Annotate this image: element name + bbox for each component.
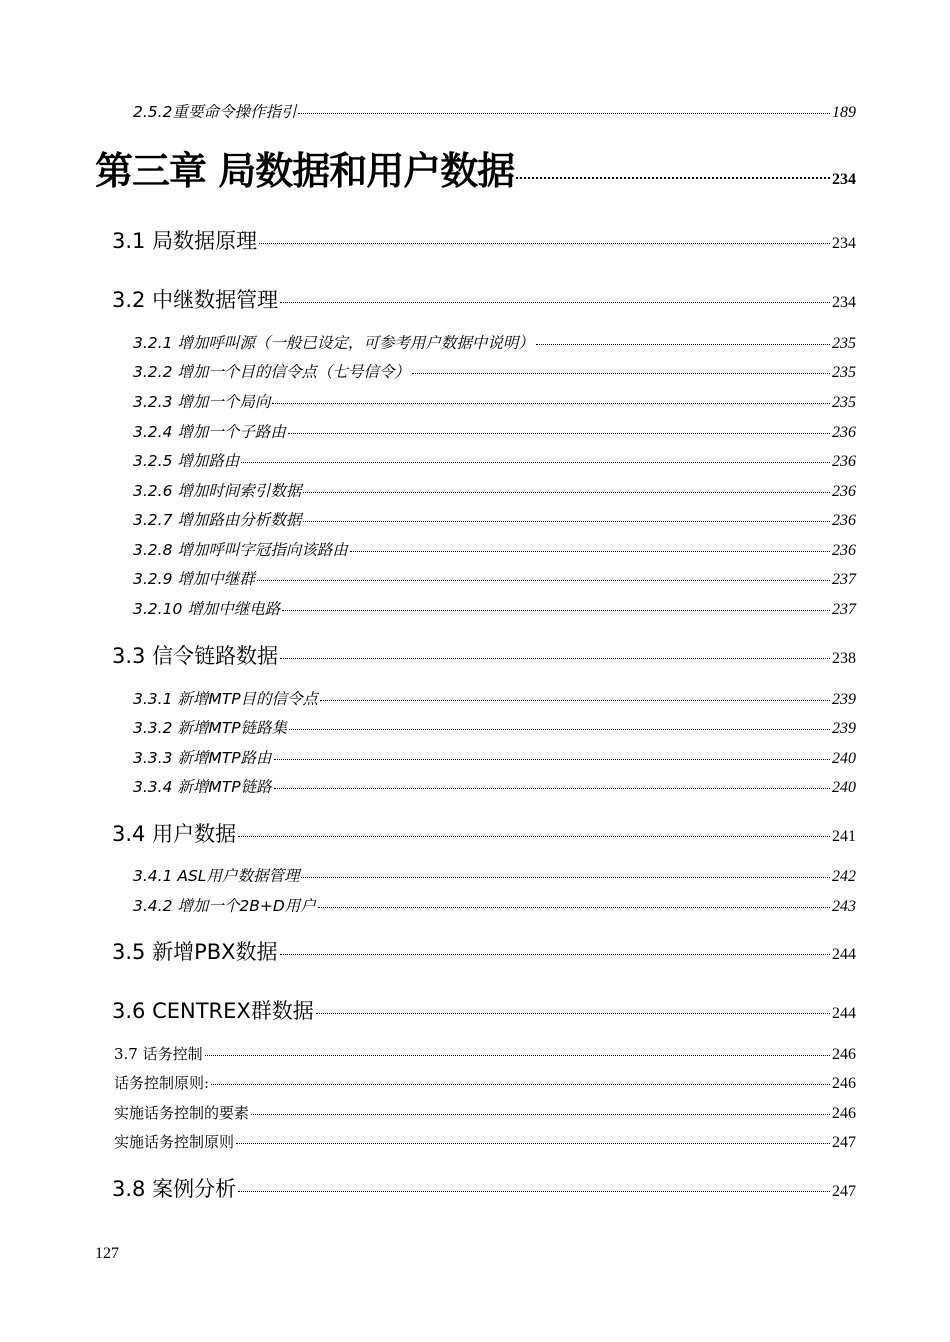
toc-subsection[interactable]: [133, 894, 856, 916]
toc-entry[interactable]: [114, 1131, 856, 1152]
toc-entry-page: 241: [832, 828, 856, 845]
toc-entry-label: 3.2.4 增加一个子路由: [133, 423, 286, 441]
dot-leader: [288, 433, 830, 434]
dot-leader: [274, 759, 830, 760]
toc-entry-label: 3.3 信令链路数据: [112, 644, 279, 668]
toc-entry-label: 3.2.6 增加时间索引数据: [133, 482, 302, 500]
toc-entry[interactable]: [114, 1043, 856, 1064]
toc-entry-page: 235: [832, 335, 856, 352]
dot-leader: [303, 521, 830, 522]
toc-entry-page: 247: [832, 1134, 856, 1151]
dot-leader: [238, 1191, 830, 1192]
toc-entry-page: 236: [832, 424, 856, 441]
toc-entry[interactable]: [114, 1072, 856, 1093]
toc-entry-page: 242: [832, 868, 856, 885]
toc-entry-label: 3.2.7 增加路由分析数据: [133, 511, 302, 529]
toc-entry-page: 236: [832, 483, 856, 500]
toc-entry-label: 3.2.10 增加中继电路: [133, 600, 281, 618]
toc-subsection[interactable]: [133, 479, 856, 501]
toc-entry-label: 3.2.3 增加一个局向: [133, 393, 271, 411]
dot-leader: [259, 243, 830, 244]
toc-entry-label: 3.4 用户数据: [112, 822, 237, 846]
toc-subsection[interactable]: [133, 538, 856, 560]
toc-subsection[interactable]: [133, 449, 856, 471]
toc-entry-label: 3.2 中继数据管理: [112, 288, 279, 312]
toc-subsection[interactable]: [133, 864, 856, 886]
toc-entry-page: 238: [832, 650, 856, 667]
toc-section[interactable]: [112, 284, 856, 314]
toc-entry-page: 240: [832, 779, 856, 796]
toc-entry[interactable]: [133, 100, 856, 122]
dot-leader: [274, 788, 830, 789]
toc-entry-label: 2.5.2重要命令操作指引: [133, 103, 297, 121]
toc-entry-label: 3.4.2 增加一个2B+D用户: [133, 897, 316, 915]
dot-leader: [205, 1055, 830, 1056]
toc-entry-page: 234: [832, 171, 856, 188]
toc-entry-page: 244: [832, 1005, 856, 1022]
dot-leader: [280, 302, 830, 303]
toc-entry-page: 247: [832, 1183, 856, 1200]
dot-leader: [516, 177, 830, 179]
toc-subsection[interactable]: [133, 687, 856, 709]
toc-section[interactable]: [112, 225, 856, 255]
toc-entry-label: 3.7 话务控制: [114, 1045, 203, 1063]
dot-leader: [280, 658, 830, 659]
toc-entry-label: 3.3.3 新增MTP路由: [133, 749, 272, 767]
toc-entry-page: 237: [832, 571, 856, 588]
toc-section[interactable]: [112, 818, 856, 848]
toc-entry-page: 236: [832, 512, 856, 529]
toc-subsection[interactable]: [133, 775, 856, 797]
toc-entry-label: 3.3.1 新增MTP目的信令点: [133, 690, 319, 708]
toc-entry-page: 243: [832, 898, 856, 915]
toc-entry-page: 246: [832, 1046, 856, 1063]
dot-leader: [301, 877, 830, 878]
toc-entry-label: 实施话务控制的要素: [114, 1104, 250, 1122]
page-number: 127: [95, 1245, 119, 1262]
dot-leader: [320, 700, 830, 701]
toc-entry-page: 234: [832, 294, 856, 311]
dot-leader: [241, 462, 830, 463]
dot-leader: [257, 580, 830, 581]
dot-leader: [272, 403, 830, 404]
toc-subsection[interactable]: [133, 390, 856, 412]
toc-entry-label: 3.2.1 增加呼叫源（一般已设定，可参考用户数据中说明）: [133, 334, 534, 352]
dot-leader: [282, 610, 830, 611]
toc-section[interactable]: [112, 640, 856, 670]
toc-entry-page: 235: [832, 364, 856, 381]
toc-entry-label: 3.2.8 增加呼叫字冠指向该路由: [133, 541, 348, 559]
toc-subsection[interactable]: [133, 746, 856, 768]
toc-chapter-heading[interactable]: [95, 140, 856, 195]
dot-leader: [238, 836, 830, 837]
toc-entry-page: 189: [832, 104, 856, 121]
dot-leader: [536, 344, 830, 345]
toc-entry-page: 246: [832, 1105, 856, 1122]
toc-entry-page: 239: [832, 691, 856, 708]
toc-subsection[interactable]: [133, 508, 856, 530]
toc-subsection[interactable]: [133, 420, 856, 442]
toc-entry-label: 第三章 局数据和用户数据: [95, 149, 515, 193]
dot-leader: [412, 373, 830, 374]
toc-entry-page: 234: [832, 235, 856, 252]
toc-subsection[interactable]: [133, 567, 856, 589]
dot-leader: [251, 1114, 830, 1115]
dot-leader: [211, 1084, 830, 1085]
toc-entry-label: 实施话务控制原则: [114, 1133, 235, 1151]
toc-entry-label: 3.2.9 增加中继群: [133, 570, 255, 588]
dot-leader: [280, 954, 830, 955]
toc-entry-label: 3.6 CENTREX群数据: [112, 999, 314, 1023]
dot-leader: [303, 492, 830, 493]
dot-leader: [298, 113, 830, 114]
toc-entry-label: 3.4.1 ASL用户数据管理: [133, 867, 300, 885]
toc-section[interactable]: [112, 936, 856, 966]
toc-entry-label: 3.2.2 增加一个目的信令点（七号信令）: [133, 363, 410, 381]
toc-entry-page: 246: [832, 1075, 856, 1092]
dot-leader: [236, 1143, 830, 1144]
toc-entry-label: 3.5 新增PBX数据: [112, 940, 278, 964]
toc-section[interactable]: [112, 1173, 856, 1203]
toc-entry-page: 237: [832, 601, 856, 618]
toc-entry-label: 3.3.4 新增MTP链路: [133, 778, 272, 796]
toc-subsection[interactable]: [133, 716, 856, 738]
toc-entry[interactable]: [114, 1102, 856, 1123]
toc-entry-label: 3.2.5 增加路由: [133, 452, 240, 470]
toc-section[interactable]: [112, 995, 856, 1025]
dot-leader: [316, 1013, 830, 1014]
toc-entry-page: 236: [832, 542, 856, 559]
toc-entry-label: 话务控制原则:: [114, 1074, 210, 1092]
dot-leader: [318, 907, 830, 908]
toc-subsection[interactable]: [133, 597, 856, 619]
dot-leader: [350, 551, 830, 552]
toc-entry-page: 235: [832, 394, 856, 411]
toc-entry-page: 239: [832, 720, 856, 737]
toc-entry-label: 3.1 局数据原理: [112, 229, 258, 253]
dot-leader: [289, 729, 830, 730]
toc-entry-page: 240: [832, 750, 856, 767]
toc-subsection[interactable]: [133, 360, 856, 382]
toc-entry-label: 3.8 案例分析: [112, 1177, 237, 1201]
toc-entry-page: 244: [832, 946, 856, 963]
toc-subsection[interactable]: [133, 331, 856, 353]
toc-entry-page: 236: [832, 453, 856, 470]
toc-entry-label: 3.3.2 新增MTP链路集: [133, 719, 288, 737]
